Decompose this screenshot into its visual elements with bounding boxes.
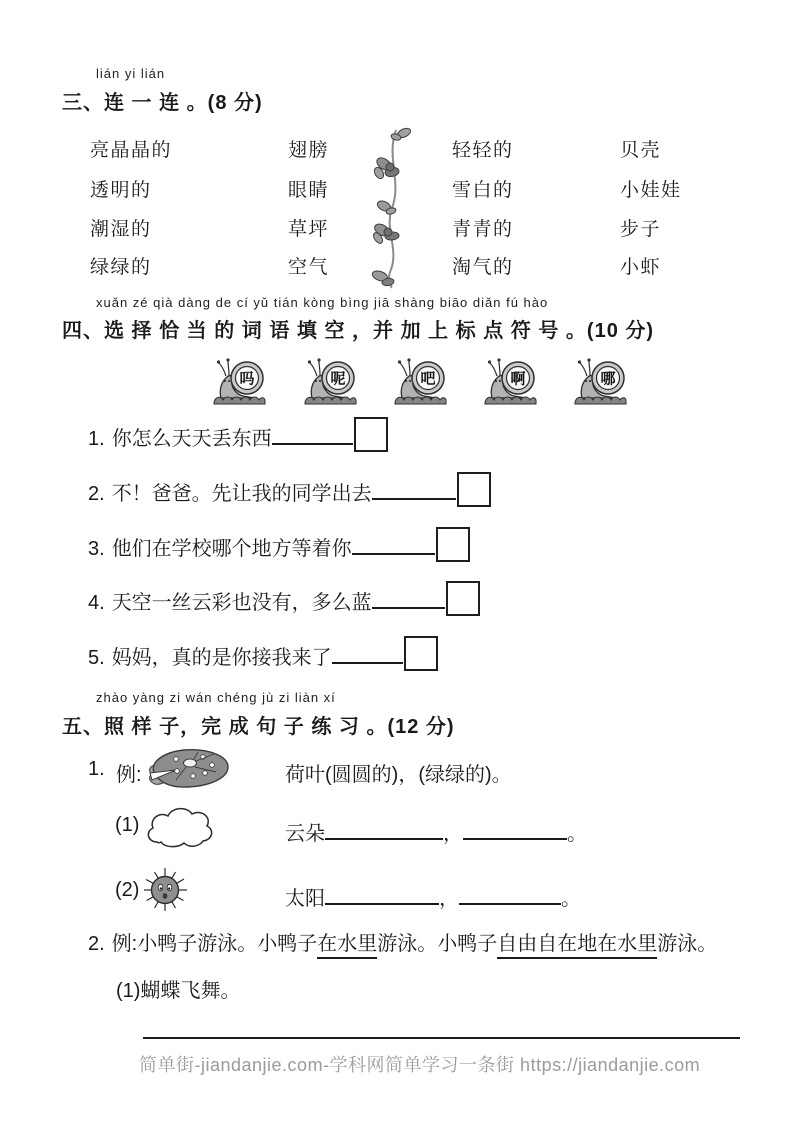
match-word: 淘气的 bbox=[452, 257, 514, 278]
item-number: 1. bbox=[88, 758, 105, 780]
item-number: 2. bbox=[88, 933, 105, 955]
answer-box[interactable] bbox=[404, 636, 438, 671]
match-word: 亮晶晶的 bbox=[90, 140, 173, 161]
question-text: 你怎么天天丢东西 bbox=[111, 428, 272, 450]
answer-blank[interactable] bbox=[272, 421, 353, 445]
question-row bbox=[88, 472, 491, 507]
footer-divider bbox=[143, 1037, 740, 1039]
snail-icon bbox=[392, 352, 448, 406]
subject-word: 云朵 bbox=[285, 823, 325, 845]
section-five-pinyin: zhào yàng zi wán chéng jù zi liàn xí bbox=[96, 690, 336, 705]
cloud-icon bbox=[143, 804, 215, 850]
question-text: 妈妈，真的是你接我来了 bbox=[111, 647, 332, 669]
comma: ， bbox=[439, 888, 459, 910]
section-five-title: 五、照 样 子，完 成 句 子 练 习 。(12 分) bbox=[62, 716, 455, 738]
answer-blank[interactable] bbox=[352, 531, 435, 555]
answer-blank[interactable] bbox=[463, 814, 567, 840]
answer-blank[interactable] bbox=[332, 640, 403, 664]
subject-word: 太阳 bbox=[285, 888, 325, 910]
period: 。 bbox=[561, 888, 581, 910]
match-word: 空气 bbox=[288, 257, 330, 278]
period: 。 bbox=[567, 823, 587, 845]
question-row bbox=[88, 527, 470, 562]
fill-in-row bbox=[285, 879, 581, 911]
question-text: 不！爸爸。先让我的同学出去 bbox=[111, 483, 372, 505]
match-word: 小虾 bbox=[620, 257, 662, 278]
match-word: 青青的 bbox=[452, 219, 514, 240]
snail-word: 吧 bbox=[420, 370, 436, 388]
answer-blank[interactable] bbox=[372, 585, 445, 609]
snail-word: 呢 bbox=[330, 370, 346, 388]
match-word: 草坪 bbox=[288, 219, 330, 240]
answer-box[interactable] bbox=[457, 472, 491, 507]
underlined-phrase: 在水里 bbox=[317, 933, 377, 959]
snail-word: 吗 bbox=[239, 370, 255, 388]
question-number: 5. bbox=[88, 647, 105, 669]
expansion-example bbox=[88, 927, 717, 956]
match-word: 轻轻的 bbox=[452, 140, 514, 161]
answer-box[interactable] bbox=[354, 417, 388, 452]
fill-in-row bbox=[285, 814, 587, 846]
snail-icon bbox=[302, 352, 358, 406]
snail-word: 哪 bbox=[600, 370, 616, 388]
match-word: 小娃娃 bbox=[620, 180, 682, 201]
vine-divider-icon bbox=[366, 124, 414, 290]
footer-site-text: 简单街-jiandanjie.com-学科网简单学习一条街 https://jiandanjie.com bbox=[139, 1055, 701, 1075]
answer-blank[interactable] bbox=[372, 476, 456, 500]
answer-blank[interactable] bbox=[325, 814, 443, 840]
match-word: 潮湿的 bbox=[90, 219, 152, 240]
snail-icon bbox=[211, 352, 267, 406]
section-three-pinyin: lián yi lián bbox=[96, 66, 166, 81]
sub-item-number: (2) bbox=[115, 879, 140, 901]
match-word: 雪白的 bbox=[452, 180, 514, 201]
answer-box[interactable] bbox=[436, 527, 470, 562]
match-word: 眼睛 bbox=[288, 180, 330, 201]
question-row bbox=[88, 636, 438, 671]
answer-box[interactable] bbox=[446, 581, 480, 616]
snail-icon bbox=[572, 352, 628, 406]
section-three-title: 三、连 一 连 。(8 分) bbox=[62, 92, 263, 114]
example-part: 游泳。 bbox=[657, 933, 718, 955]
example-part: 游泳。小鸭子 bbox=[377, 933, 498, 955]
underlined-phrase: 自由自在地在水里 bbox=[497, 933, 657, 959]
sub-item-number: (1) bbox=[115, 814, 140, 836]
match-word: 绿绿的 bbox=[90, 257, 152, 278]
comma: ， bbox=[443, 823, 463, 845]
example-sentence: 荷叶(圆圆的)，(绿绿的)。 bbox=[285, 764, 512, 786]
answer-blank[interactable] bbox=[325, 879, 439, 905]
question-text: 他们在学校哪个地方等着你 bbox=[111, 538, 352, 560]
answer-blank[interactable] bbox=[459, 879, 561, 905]
question-row bbox=[88, 417, 388, 452]
question-row bbox=[88, 581, 480, 616]
question-text: 天空一丝云彩也没有，多么蓝 bbox=[111, 592, 372, 614]
question-number: 1. bbox=[88, 428, 105, 450]
practice-sentence: (1)蝴蝶飞舞。 bbox=[116, 980, 241, 1002]
example-label: 例: bbox=[116, 764, 142, 786]
match-word: 贝壳 bbox=[620, 140, 662, 161]
sun-icon bbox=[141, 862, 189, 916]
question-number: 4. bbox=[88, 592, 105, 614]
question-number: 3. bbox=[88, 538, 105, 560]
section-four-title: 四、选 择 恰 当 的 词 语 填 空 ，并 加 上 标 点 符 号 。(10 分) bbox=[62, 320, 655, 342]
example-part: 例:小鸭子游泳。小鸭子 bbox=[111, 933, 318, 955]
lotus-leaf-icon bbox=[146, 746, 232, 792]
snail-icon bbox=[482, 352, 538, 406]
match-word: 步子 bbox=[620, 219, 662, 240]
match-word: 翅膀 bbox=[288, 140, 330, 161]
match-word: 透明的 bbox=[90, 180, 152, 201]
question-number: 2. bbox=[88, 483, 105, 505]
section-four-pinyin: xuǎn zé qià dàng de cí yǔ tián kòng bìng jiā shàng biāo diǎn fú hào bbox=[96, 295, 549, 310]
snail-word: 啊 bbox=[510, 370, 526, 388]
